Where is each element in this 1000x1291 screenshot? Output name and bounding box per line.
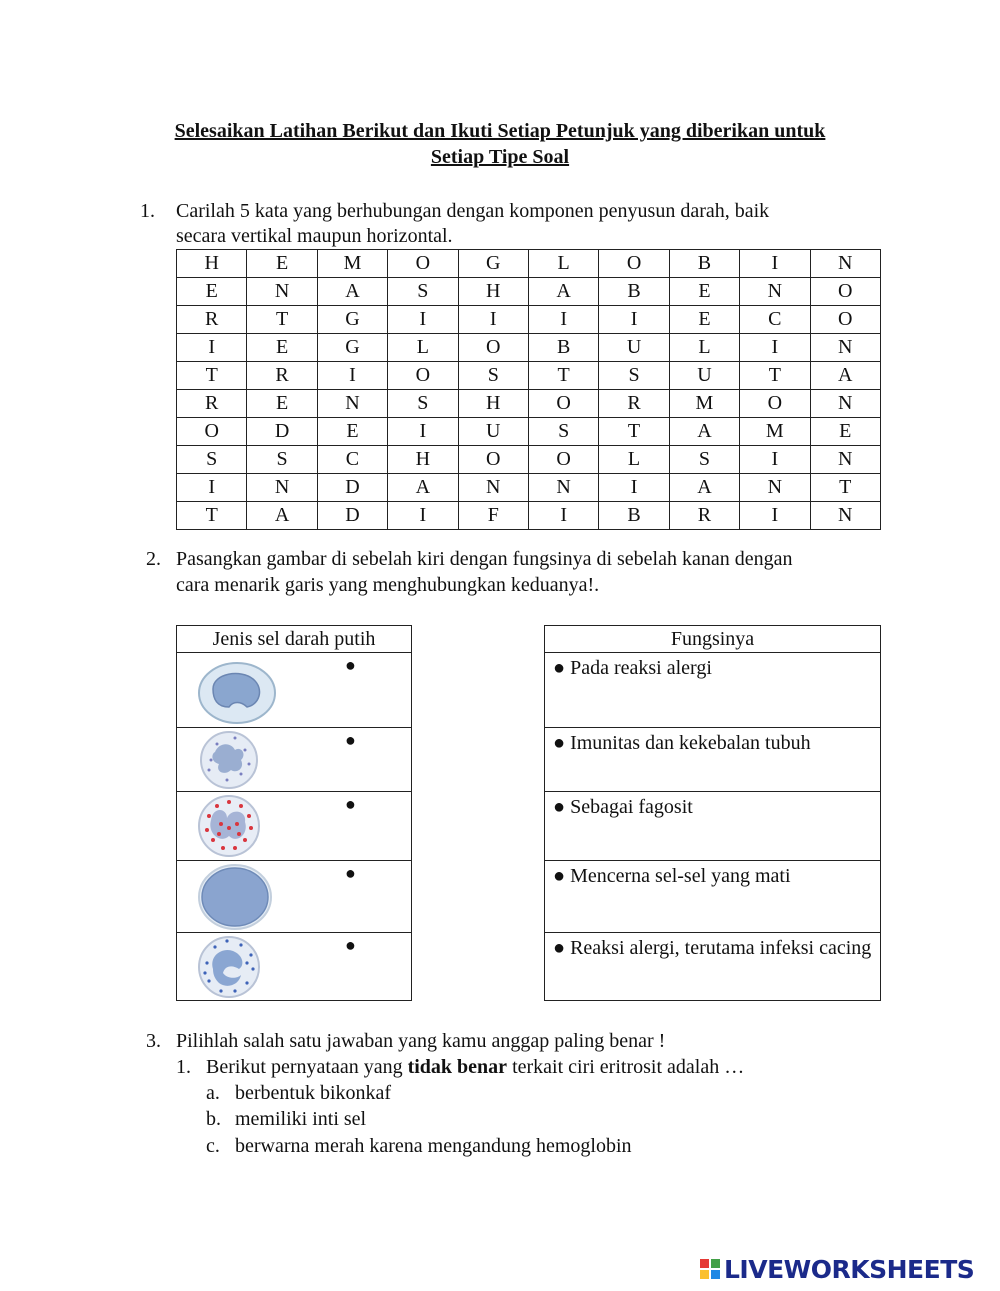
grid-row (177, 390, 881, 418)
grid-cell[interactable]: B (599, 278, 669, 306)
function-text-3: ● Sebagai fagosit (553, 796, 693, 818)
grid-cell[interactable]: C (740, 306, 810, 334)
q3-stem-bold: tidak benar (407, 1056, 508, 1078)
grid-cell[interactable]: E (669, 278, 739, 306)
right-table-header: Fungsinya (545, 626, 881, 653)
grid-cell[interactable]: L (669, 334, 739, 362)
grid-cell[interactable]: N (810, 502, 880, 530)
grid-cell[interactable]: G (317, 334, 387, 362)
grid-cell[interactable]: N (810, 390, 880, 418)
grid-cell[interactable]: N (317, 390, 387, 418)
grid-cell[interactable]: C (317, 446, 387, 474)
grid-cell[interactable]: O (528, 390, 598, 418)
grid-cell[interactable]: N (247, 278, 317, 306)
logo-square-4 (711, 1270, 720, 1279)
left-dot-5[interactable]: ● (345, 935, 356, 955)
logo-square-1 (700, 1259, 709, 1268)
worksheet-title (110, 118, 890, 170)
left-dot-3[interactable]: ● (345, 794, 356, 814)
q2-number: 2. (146, 548, 161, 570)
function-text-2: ● Imunitas dan kekebalan tubuh (553, 732, 811, 754)
logo-text: LIVEWORKSHEETS (724, 1254, 975, 1284)
liveworksheets-logo (700, 1253, 974, 1285)
neutrophil-cell-image (197, 935, 267, 999)
grid-cell[interactable]: R (177, 306, 247, 334)
grid-cell[interactable]: D (247, 418, 317, 446)
grid-cell[interactable]: I (177, 334, 247, 362)
grid-cell[interactable]: H (458, 278, 528, 306)
grid-cell[interactable]: R (247, 362, 317, 390)
grid-cell[interactable]: N (810, 334, 880, 362)
grid-cell[interactable]: M (669, 390, 739, 418)
cell-row-1 (177, 653, 412, 728)
grid-cell[interactable]: S (458, 362, 528, 390)
function-text-1: ● Pada reaksi alergi (553, 657, 712, 679)
option-a-text[interactable]: berbentuk bikonkaf (235, 1082, 392, 1104)
grid-cell[interactable]: D (317, 474, 387, 502)
grid-cell[interactable]: D (317, 502, 387, 530)
grid-cell[interactable]: O (740, 390, 810, 418)
lymphocyte-cell-image (197, 863, 279, 931)
grid-cell[interactable]: S (669, 446, 739, 474)
grid-row (177, 278, 881, 306)
grid-cell[interactable]: E (810, 418, 880, 446)
option-b-text[interactable]: memiliki inti sel (235, 1108, 367, 1130)
grid-cell[interactable]: N (247, 474, 317, 502)
grid-cell[interactable]: U (669, 362, 739, 390)
grid-cell[interactable]: L (599, 446, 669, 474)
grid-cell[interactable]: O (528, 446, 598, 474)
function-row-2[interactable] (545, 728, 881, 792)
function-row-3[interactable] (545, 792, 881, 861)
logo-mark-icon (700, 1259, 720, 1279)
grid-cell[interactable]: O (599, 250, 669, 278)
logo-square-2 (711, 1259, 720, 1268)
grid-cell[interactable]: A (317, 278, 387, 306)
q3-stem (206, 1054, 744, 1080)
grid-cell[interactable]: G (317, 306, 387, 334)
grid-cell[interactable]: O (177, 418, 247, 446)
q3-number: 3. (146, 1030, 161, 1052)
grid-cell[interactable]: R (669, 502, 739, 530)
q3-stem-after: terkait ciri eritrosit adalah … (507, 1056, 745, 1078)
function-text-4: ● Mencerna sel-sel yang mati (553, 865, 791, 887)
grid-cell[interactable]: S (388, 278, 458, 306)
grid-cell[interactable]: O (810, 306, 880, 334)
grid-cell[interactable]: T (528, 362, 598, 390)
grid-cell[interactable]: I (528, 502, 598, 530)
grid-cell[interactable]: O (458, 446, 528, 474)
grid-cell[interactable]: I (740, 250, 810, 278)
grid-cell[interactable]: S (177, 446, 247, 474)
grid-row (177, 446, 881, 474)
option-a-letter[interactable]: a. (206, 1082, 220, 1104)
grid-cell[interactable]: M (317, 250, 387, 278)
grid-cell[interactable]: N (458, 474, 528, 502)
grid-cell[interactable]: S (247, 446, 317, 474)
grid-cell[interactable]: M (740, 418, 810, 446)
grid-cell[interactable]: N (740, 278, 810, 306)
grid-cell[interactable]: A (528, 278, 598, 306)
grid-cell[interactable]: I (599, 306, 669, 334)
function-text-5: ● Reaksi alergi, terutama infeksi cacing (553, 937, 872, 959)
cell-row-5 (177, 933, 412, 1001)
left-dot-1[interactable]: ● (345, 655, 356, 675)
grid-cell[interactable]: T (810, 474, 880, 502)
q1-text-line-1: Carilah 5 kata yang berhubungan dengan komponen penyusun darah, baik (176, 200, 770, 222)
grid-cell[interactable]: I (740, 446, 810, 474)
option-c-letter[interactable]: c. (206, 1135, 220, 1157)
cell-row-3 (177, 792, 412, 861)
q1-number: 1. (140, 200, 155, 222)
grid-cell[interactable]: L (388, 334, 458, 362)
grid-cell[interactable]: G (458, 250, 528, 278)
left-table-header: Jenis sel darah putih (177, 626, 412, 653)
grid-cell[interactable]: O (388, 250, 458, 278)
left-dot-4[interactable]: ● (345, 863, 356, 883)
grid-cell[interactable]: A (388, 474, 458, 502)
grid-cell[interactable]: T (740, 362, 810, 390)
q2-text-line-1: Pasangkan gambar di sebelah kiri dengan fungsinya di sebelah kanan dengan (176, 548, 793, 570)
grid-cell[interactable]: R (177, 390, 247, 418)
monocyte-cell-image (197, 661, 279, 725)
grid-cell[interactable]: I (740, 334, 810, 362)
grid-row (177, 362, 881, 390)
grid-row (177, 334, 881, 362)
grid-cell[interactable]: A (669, 418, 739, 446)
grid-cell[interactable]: B (669, 250, 739, 278)
grid-row (177, 306, 881, 334)
grid-cell[interactable]: N (810, 250, 880, 278)
grid-cell[interactable]: A (810, 362, 880, 390)
grid-cell[interactable]: N (528, 474, 598, 502)
grid-cell[interactable]: I (317, 362, 387, 390)
title-line-1: Selesaikan Latihan Berikut dan Ikuti Setiap Petunjuk yang diberikan untuk (174, 120, 826, 142)
grid-cell[interactable]: T (177, 502, 247, 530)
grid-cell[interactable]: I (458, 306, 528, 334)
grid-cell[interactable]: T (247, 306, 317, 334)
option-b-letter[interactable]: b. (206, 1108, 221, 1130)
grid-row (177, 474, 881, 502)
q2-text-line-2: cara menarik garis yang menghubungkan keduanya!. (176, 574, 600, 596)
grid-cell[interactable]: I (388, 502, 458, 530)
q3-item-number: 1. (176, 1056, 191, 1078)
grid-cell[interactable]: O (458, 334, 528, 362)
grid-cell[interactable]: E (247, 334, 317, 362)
grid-cell[interactable]: T (599, 418, 669, 446)
cell-row-2 (177, 728, 412, 792)
function-row-1[interactable] (545, 653, 881, 728)
grid-cell[interactable]: T (177, 362, 247, 390)
grid-cell[interactable]: H (177, 250, 247, 278)
eosinophil-cell-image (197, 794, 267, 858)
function-table (544, 625, 881, 1001)
grid-cell[interactable]: E (177, 278, 247, 306)
grid-cell[interactable]: U (458, 418, 528, 446)
grid-cell[interactable]: L (528, 250, 598, 278)
grid-cell[interactable]: H (388, 446, 458, 474)
q3-instruction: Pilihlah salah satu jawaban yang kamu anggap paling benar ! (176, 1030, 666, 1052)
grid-cell[interactable]: I (177, 474, 247, 502)
grid-cell[interactable]: O (388, 362, 458, 390)
basophil-cell-image (197, 730, 267, 790)
q3-stem-before: Berikut pernyataan yang (206, 1056, 408, 1078)
grid-cell[interactable]: N (810, 446, 880, 474)
grid-cell[interactable]: O (810, 278, 880, 306)
grid-row (177, 502, 881, 530)
q1-text-line-2: secara vertikal maupun horizontal. (176, 225, 453, 247)
grid-cell[interactable]: S (528, 418, 598, 446)
grid-cell[interactable]: S (599, 362, 669, 390)
grid-cell[interactable]: I (388, 306, 458, 334)
grid-cell[interactable]: A (247, 502, 317, 530)
grid-cell[interactable]: I (740, 502, 810, 530)
grid-cell[interactable]: I (599, 474, 669, 502)
logo-square-3 (700, 1270, 709, 1279)
grid-cell[interactable]: I (528, 306, 598, 334)
option-c-text[interactable]: berwarna merah karena mengandung hemoglobin (235, 1135, 632, 1157)
grid-cell[interactable]: A (669, 474, 739, 502)
left-dot-2[interactable]: ● (345, 730, 356, 750)
grid-cell[interactable]: B (528, 334, 598, 362)
grid-cell[interactable]: B (599, 502, 669, 530)
grid-row (177, 418, 881, 446)
grid-cell[interactable]: F (458, 502, 528, 530)
grid-cell[interactable]: U (599, 334, 669, 362)
grid-cell[interactable]: R (599, 390, 669, 418)
function-row-5[interactable] (545, 933, 881, 1001)
grid-cell[interactable]: E (247, 250, 317, 278)
grid-cell[interactable]: H (458, 390, 528, 418)
grid-cell[interactable]: N (740, 474, 810, 502)
grid-row (177, 250, 881, 278)
grid-cell[interactable]: E (247, 390, 317, 418)
function-row-4[interactable] (545, 861, 881, 933)
title-line-2: Setiap Tipe Soal (430, 146, 570, 168)
white-blood-cell-table (176, 625, 412, 1001)
cell-row-4 (177, 861, 412, 933)
grid-cell[interactable]: E (669, 306, 739, 334)
word-search-grid (176, 249, 881, 530)
grid-cell[interactable]: E (317, 418, 387, 446)
grid-cell[interactable]: I (388, 418, 458, 446)
grid-cell[interactable]: S (388, 390, 458, 418)
